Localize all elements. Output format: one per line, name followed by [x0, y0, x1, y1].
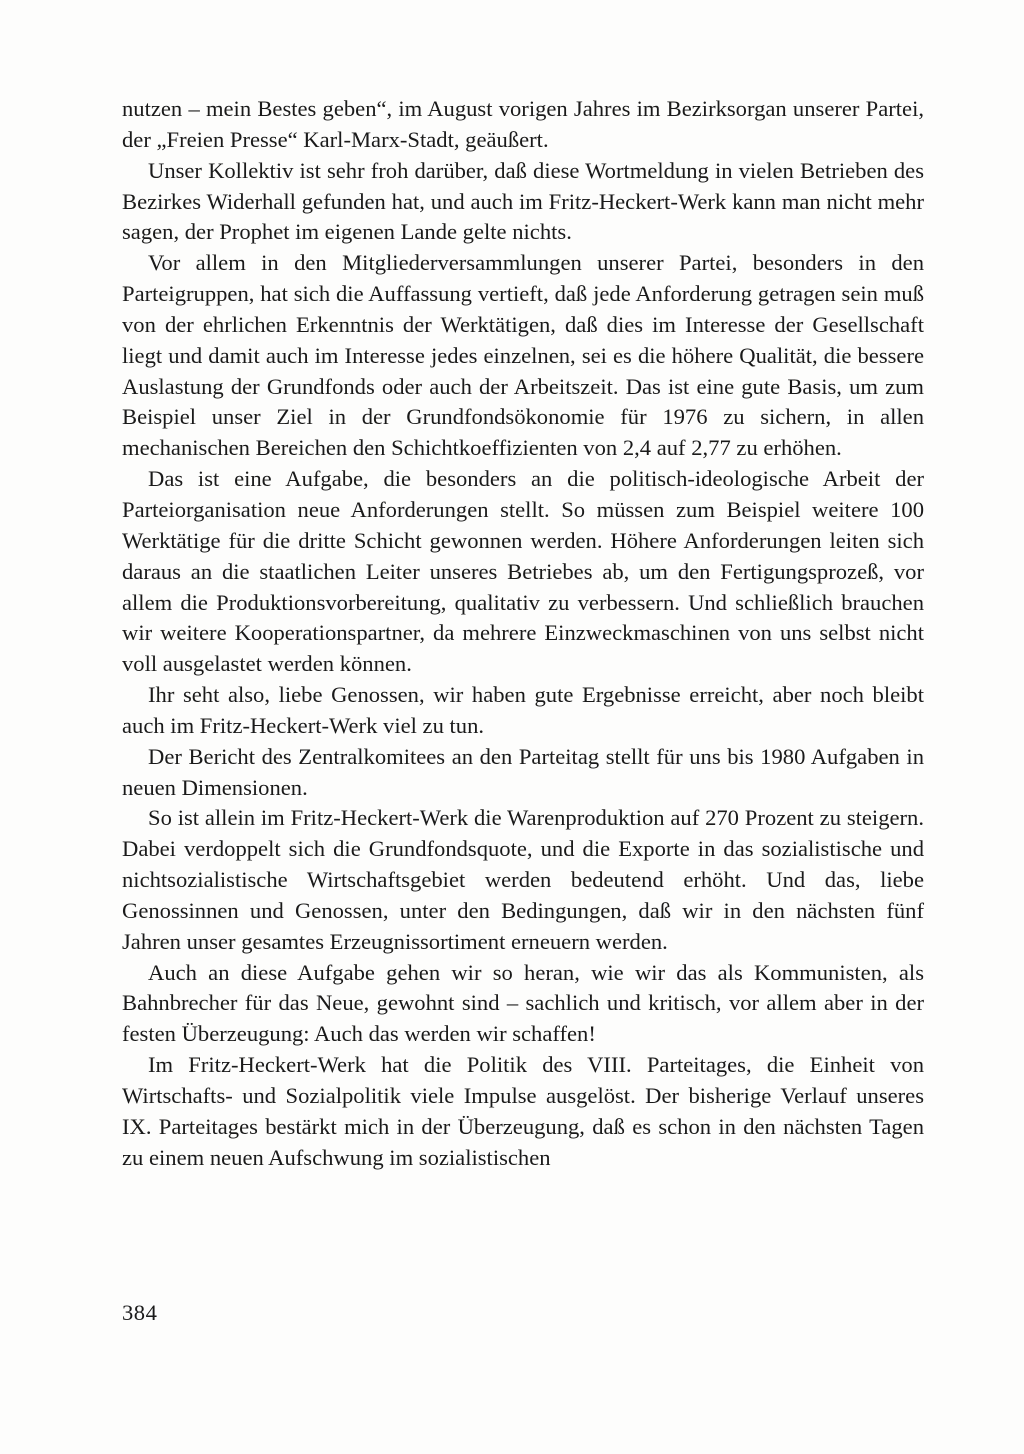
- paragraph: Der Bericht des Zentralkomitees an den Parteitag stellt für uns bis 1980 Aufgaben in neuen Dimensionen.: [122, 743, 924, 800]
- paragraph: Unser Kollektiv ist sehr froh darüber, daß diese Wortmeldung in vielen Betrieben des Bezirkes Widerhall gefunden hat, und auch im Fritz-Heckert-Werk kann man nicht mehr sagen, der Prophet im eigenen Lande gelte nichts.: [122, 157, 924, 245]
- paragraph: Auch an diese Aufgabe gehen wir so heran, wie wir das als Kommunisten, als Bahnbrecher für das Neue, gewohnt sind – sachlich und kritisch, vor allem aber in der festen Überzeugung: Auch das werden wir schaffen!: [122, 959, 924, 1047]
- paragraph: Ihr seht also, liebe Genossen, wir haben gute Ergebnisse erreicht, aber noch bleibt auch im Fritz-Heckert-Werk viel zu tun.: [122, 682, 924, 738]
- page-number: 384: [122, 1300, 158, 1325]
- paragraph: Im Fritz-Heckert-Werk hat die Politik des VIII. Parteitages, die Einheit von Wirtschafts- und Sozialpolitik viele Impulse ausgelöst. Der bisherige Verlauf unseres IX. Parteitages bestärkt mich in der Überzeugung, daß es schon in den nächsten Tagen zu einem neuen Aufschwung im sozialistischen: [122, 1052, 924, 1170]
- paragraph: Vor allem in den Mitgliederversammlungen unserer Partei, besonders in den Parteigruppen, hat sich die Auffassung vertieft, daß jede Anforderung getragen sein muß von der ehrlichen Erkenntnis der Werktätigen, daß dies im Interesse der Gesellschaft liegt und damit auch im Interesse jedes einzelnen, sei es die höhere Qualität, die bessere Auslastung der Grundfonds oder auch der Arbeitszeit. Das ist eine gute Basis, um zum Beispiel unser Ziel in der Grundfondsökonomie für 1976 zu sichern, in allen mechanischen Bereichen den Schichtkoeffizienten von 2,4 auf 2,77 zu erhöhen.: [122, 250, 924, 461]
- paragraph: So ist allein im Fritz-Heckert-Werk die Warenproduktion auf 270 Prozent zu steigern. Dabei verdoppelt sich die Grundfondsquote, und die Exporte in das sozialistische und nichtsozialistische Wirtschaftsgebiet werden bedeutend erhöht. Und das, liebe Genossinnen und Genossen, unter den Bedingungen, daß wir in den nächsten fünf Jahren unser gesamtes Erzeugnissortiment erneuern werden.: [122, 805, 924, 954]
- paragraph-continuation: nutzen – mein Bestes geben“, im August vorigen Jahres im Bezirksorgan unserer Partei, der „Freien Presse“ Karl-Marx-Stadt, geäußert.: [122, 96, 924, 152]
- body-text: [122, 94, 924, 1174]
- paragraph: Das ist eine Aufgabe, die besonders an die politisch-ideologische Arbeit der Parteiorganisation neue Anforderungen stellt. So müssen zum Beispiel weitere 100 Werktätige für die dritte Schicht gewonnen werden. Höhere Anforderungen leiten sich daraus an die staatlichen Leiter unseres Betriebes ab, um den Fertigungsprozeß, vor allem die Produktionsvorbereitung, qualitativ zu verbessern. Und schließlich brauchen wir weitere Kooperationspartner, da mehrere Einzweckmaschinen von uns selbst nicht voll ausgelastet werden können.: [122, 466, 924, 677]
